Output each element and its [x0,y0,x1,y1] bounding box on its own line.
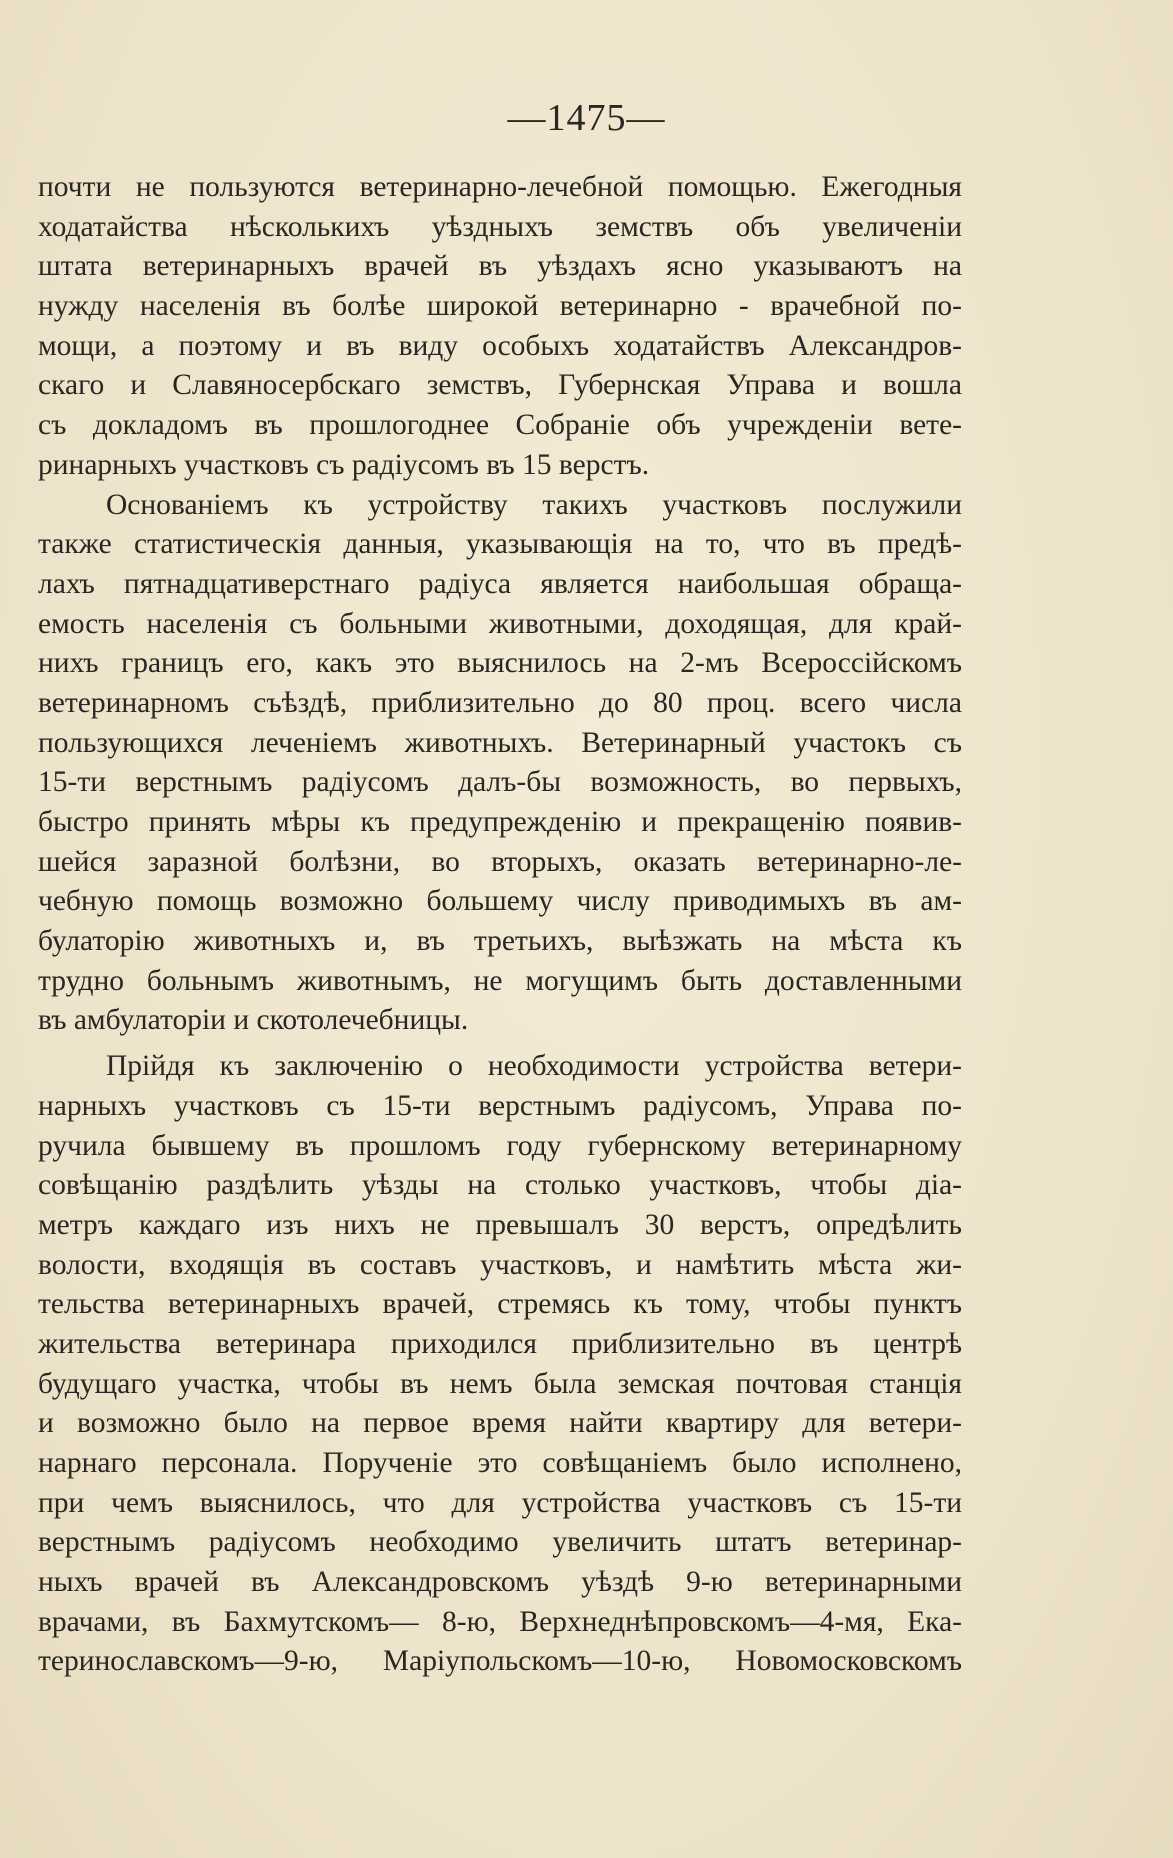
text-line: метръ каждаго изъ нихъ не превышалъ 30 верстъ, опредѣлить [38,1208,962,1241]
text-line: будущаго участка, чтобы въ немъ была земская почтовая станція [38,1367,962,1400]
text-line: съ докладомъ въ прошлогоднее Собраніе объ учрежденіи вете- [38,409,962,442]
text-line: почти не пользуются ветеринарно-лечебной помощью. Ежегодныя [38,171,962,203]
text-line: 15-ти верстнымъ радіусомъ далъ-бы возможность, во первыхъ, [38,766,962,799]
text-line: Основаніемъ къ устройству такихъ участковъ послужили [106,488,962,521]
text-line: Прійдя къ заключенію о необходимости устройства ветери- [106,1050,962,1083]
text-line: шейся заразной болѣзни, во вторыхъ, оказать ветеринарно-ле- [38,845,962,878]
text-line: ветеринарномъ съѣздѣ, приблизительно до 80 проц. всего числа [38,686,962,719]
text-line: мощи, а поэтому и въ виду особыхъ ходатайствъ Александров- [38,329,962,362]
text-line: ринарныхъ участковъ съ радіусомъ въ 15 верстъ. [38,448,650,481]
text-line: нарнаго персонала. Порученіе это совѣщаніемъ было исполнено, [38,1447,962,1479]
text-line: нужду населенія въ болѣе широкой ветеринарно - врачебной по- [38,290,962,323]
text-line: ходатайства нѣсколькихъ уѣздныхъ земствъ объ увеличеніи [38,210,962,243]
text-line: булаторію животныхъ и, въ третьихъ, выѣзжать на мѣста къ [38,925,962,958]
paragraph-2 [38,486,962,1042]
text-line: скаго и Славяносербскаго земствъ, Губернская Управа и вошла [38,369,962,402]
text-line: ручила бывшему въ прошломъ году губернскому ветеринарному [38,1129,962,1162]
text-line: штата ветеринарныхъ врачей въ уѣздахъ ясно указываютъ на [38,250,962,283]
text-line: и возможно было на первое время найти квартиру для ветери- [38,1407,962,1440]
text-line: быстро принять мѣры къ предупрежденію и прекращенію появив- [38,806,962,838]
text-line: ныхъ врачей въ Александровскомъ уѣздѣ 9-ю ветеринарными [38,1566,962,1599]
paragraph-3 [38,1047,962,1682]
page-number: —1475— [507,97,666,139]
text-line: пользующихся леченіемъ животныхъ. Ветеринарный участокъ съ [38,726,962,759]
text-line: врачами, въ Бахмутскомъ— 8-ю, Верхнеднѣпровскомъ—4-мя, Ека- [38,1605,962,1638]
text-line: трудно больнымъ животнымъ, не могущимъ быть доставленными [38,964,962,997]
text-line: нарныхъ участковъ съ 15-ти верстнымъ радіусомъ, Управа по- [38,1089,962,1122]
text-line: волости, входящія въ составъ участковъ, и намѣтить мѣста жи- [38,1248,962,1281]
text-line: лахъ пятнадцативерстнаго радіуса является наибольшая обраща- [38,567,962,600]
text-line: чебную помощь возможно большему числу приводимыхъ въ ам- [38,885,962,918]
text-line: жительства ветеринара приходился приблизительно въ центрѣ [38,1327,962,1360]
paragraph-1 [38,168,962,486]
text-line: верстнымъ радіусомъ необходимо увеличить штатъ ветеринар- [38,1526,962,1559]
text-line: теринославскомъ—9-ю, Маріупольскомъ—10-ю, Новомосковскомъ [38,1645,962,1678]
text-line: емость населенія съ больными животными, доходящая, для край- [38,607,962,640]
text-line: при чемъ выяснилось, что для устройства участковъ съ 15-ти [38,1486,962,1519]
text-line: нихъ границъ его, какъ это выяснилось на 2-мъ Всероссійскомъ [38,647,962,680]
text-line: въ амбулаторіи и скотолечебницы. [38,1004,469,1037]
text-line: тельства ветеринарныхъ врачей, стремясь къ тому, чтобы пунктъ [38,1288,962,1321]
text-line: совѣщанію раздѣлить уѣзды на столько участковъ, чтобы діа- [38,1169,962,1202]
text-line: также статистическія данныя, указывающія на то, что въ предѣ- [38,528,962,561]
body-text [38,168,962,1682]
